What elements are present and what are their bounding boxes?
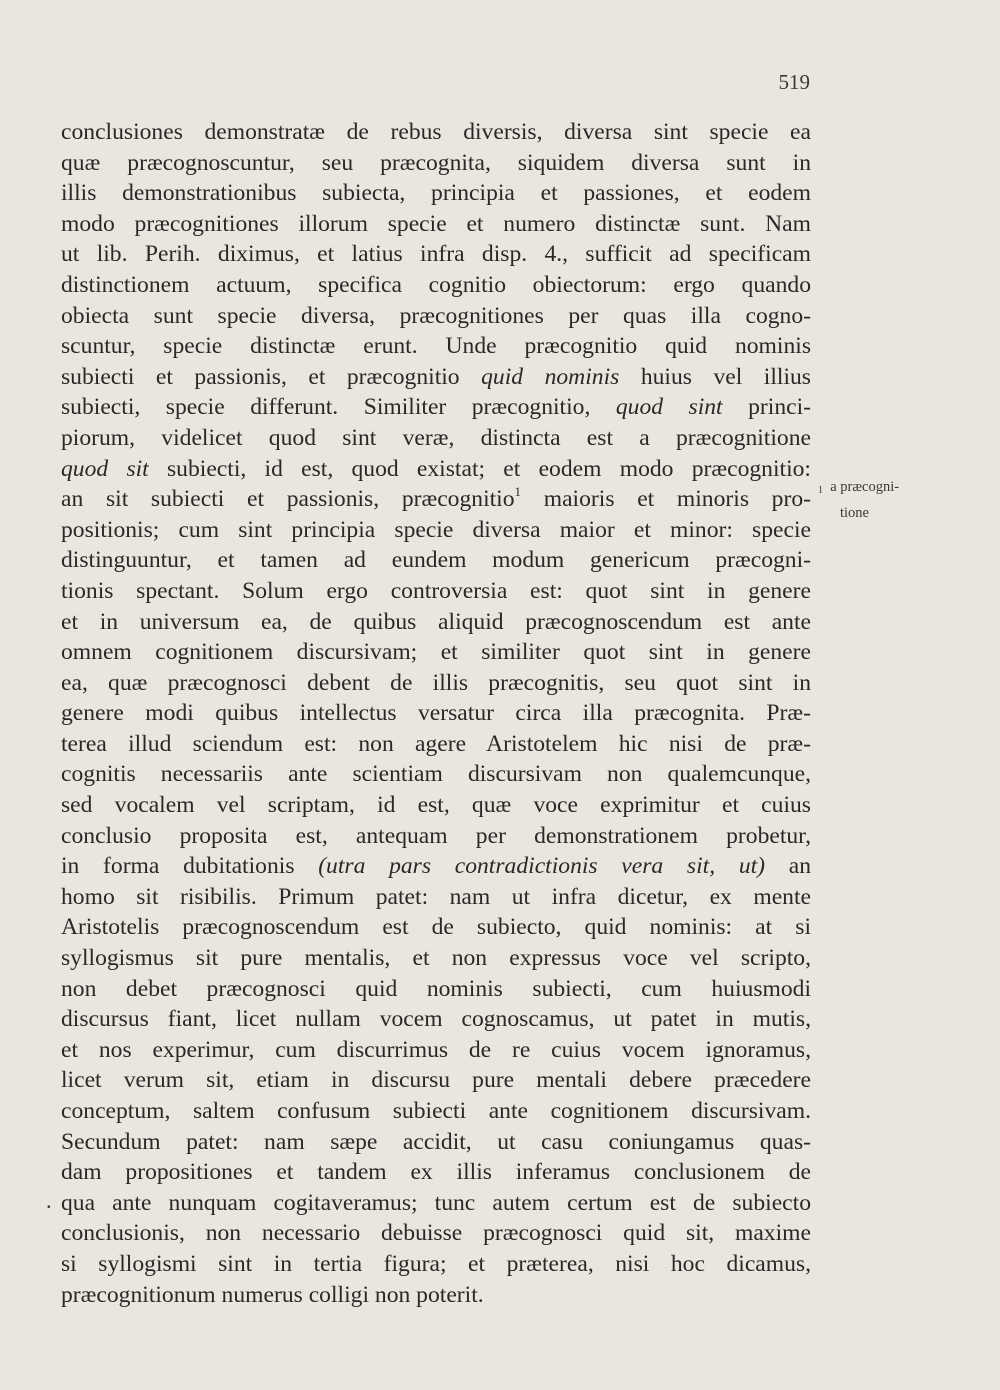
text-line: licet verum sit, etiam in discursu pure mentali debere præcedere: [61, 1067, 811, 1094]
text-line: conclusio proposita est, antequam per demonstrationem probetur,: [61, 822, 811, 849]
text-line: conclusiones demonstratæ de rebus diversis, diversa sint specie ea: [61, 119, 811, 145]
text-line: si syllogismi sint in tertia figura; et præterea, nisi hoc dicamus,: [61, 1250, 811, 1277]
text-line: omnem cognitionem discursivam; et similiter quot sint in genere: [61, 639, 811, 666]
text-line: obiecta sunt specie diversa, præcognitiones per quas illa cogno-: [61, 302, 811, 329]
text-line: subiecti et passionis, et præcognitio quid nominis huius vel illius: [61, 363, 811, 390]
text-line: illis demonstrationibus subiecta, principia et passiones, et eodem: [61, 180, 811, 207]
text-line: ea, quæ præcognosci debent de illis præcognitis, seu quot sint in: [61, 669, 811, 696]
text-line: quæ præcognoscuntur, seu præcognita, siquidem diversa sunt in: [61, 149, 811, 176]
text-line: tionis spectant. Solum ergo controversia est: quot sint in genere: [61, 577, 811, 604]
body-text: [61, 117, 811, 1310]
text-line: ut lib. Perih. diximus, et latius infra disp. 4., sufficit ad specificam: [61, 241, 811, 268]
text-line: in forma dubitationis (utra pars contradictionis vera sit, ut) an: [61, 853, 811, 880]
italic-phrase: quid nominis: [481, 363, 620, 390]
text-line: syllogismus sit pure mentalis, et non expressus voce vel scripto,: [61, 945, 811, 972]
text-line: scuntur, specie distinctæ erunt. Unde præcognitio quid nominis: [61, 333, 811, 360]
text-line: non debet præcognosci quid nominis subiecti, cum huiusmodi: [61, 975, 811, 1002]
text-line: modo præcognitiones illorum specie et numero distinctæ sunt. Nam: [61, 210, 811, 237]
italic-phrase: (utra pars contradictionis vera sit, ut): [318, 853, 766, 880]
italic-phrase: quod sit: [61, 455, 149, 482]
margin-note-line: tione: [840, 505, 869, 521]
page-number: 519: [778, 70, 810, 94]
text-line: dam propositiones et tandem ex illis inferamus conclusionem de: [61, 1159, 811, 1186]
text-line: cognitis necessariis ante scientiam discursivam non qualemcunque,: [61, 761, 811, 788]
text-line: conceptum, saltem confusum subiecti ante cognitionem discursivam.: [61, 1098, 811, 1124]
text-line: an sit subiecti et passionis, præcognitio$^1$ maioris et minoris pro-: [61, 484, 811, 513]
text-line: genere modi quibus intellectus versatur circa illa præcognita. Præ-: [61, 700, 811, 727]
text-line: sed vocalem vel scriptam, id est, quæ voce exprimitur et cuius: [61, 792, 811, 819]
text-line: terea illud sciendum est: non agere Aristotelem hic nisi de præ-: [61, 730, 811, 757]
text-line: piorum, videlicet quod sint veræ, distincta est a præcognitione: [61, 424, 811, 451]
text-line: et nos experimur, cum discurrimus de re cuius vocem ignoramus,: [61, 1036, 811, 1063]
text-line: distinctionem actuum, specifica cognitio obiectorum: ergo quando: [61, 271, 811, 298]
text-line: Aristotelis præcognoscendum est de subiecto, quid nominis: at si: [61, 914, 811, 941]
text-line: quod sit subiecti, id est, quod existat; et eodem modo præcognitio:: [61, 455, 811, 482]
text-line: subiecti, specie differunt. Similiter præcognitio, quod sint princi-: [61, 394, 811, 421]
margin-note-marker: 1: [818, 485, 823, 496]
margin-bullet-mark: .: [46, 1188, 52, 1213]
margin-note-line: 1 a præcogni-: [818, 479, 900, 496]
text-line: discursus fiant, licet nullam vocem cognoscamus, ut patet in mutis,: [61, 1006, 811, 1033]
text-line: distinguuntur, et tamen ad eundem modum genericum præcogni-: [61, 547, 811, 574]
italic-phrase: quod sint: [615, 394, 723, 421]
text-line: homo sit risibilis. Primum patet: nam ut infra dicetur, ex mente: [61, 883, 811, 910]
text-line: et in universum ea, de quibus aliquid præcognoscendum est ante: [61, 608, 811, 635]
text-line: conclusionis, non necessario debuisse præcognosci quid sit, maxime: [61, 1220, 811, 1247]
text-line: qua ante nunquam cogitaveramus; tunc autem certum est de subiecto: [61, 1189, 811, 1216]
margin-note: [818, 476, 899, 525]
footnote-marker: 1: [514, 484, 522, 500]
text-line: Secundum patet: nam sæpe accidit, ut casu coniungamus quas-: [61, 1128, 811, 1155]
text-line: præcognitionum numerus colligi non poterit.: [61, 1281, 484, 1308]
text-line: positionis; cum sint principia specie diversa maior et minor: specie: [61, 516, 811, 543]
